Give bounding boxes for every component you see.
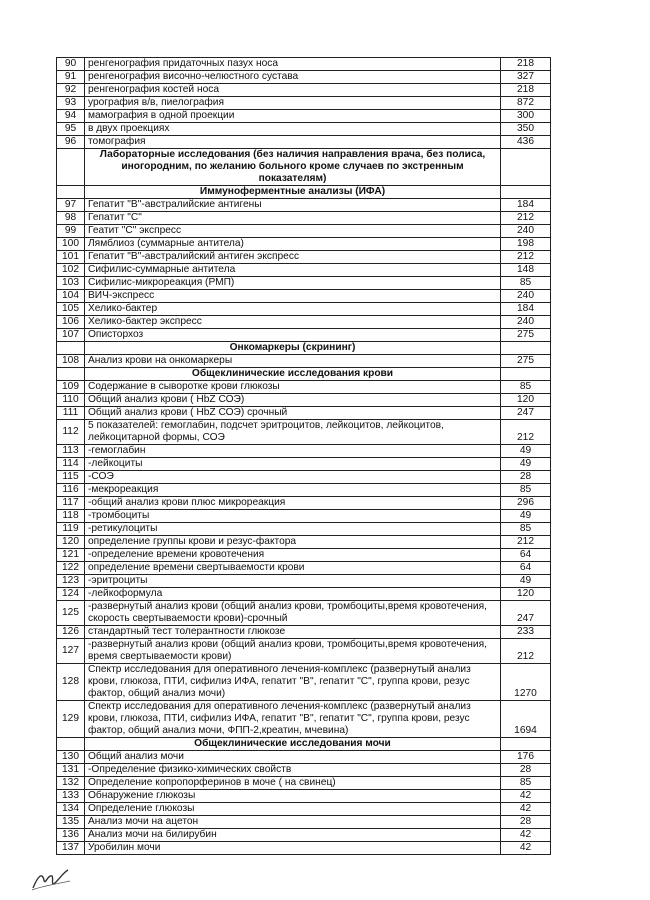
service-name: -мекрореакция (85, 484, 501, 497)
service-name: Гепатит "В"-австралийский антиген экспресс (85, 251, 501, 264)
row-number: 137 (57, 842, 85, 855)
service-price: 42 (501, 803, 551, 816)
service-name: -эритроциты (85, 575, 501, 588)
service-price: 275 (501, 329, 551, 342)
row-number: 121 (57, 549, 85, 562)
service-name: Геатит "С" экспресс (85, 225, 501, 238)
service-name: определение времени свертываемости крови (85, 562, 501, 575)
service-price: 184 (501, 199, 551, 212)
row-number: 107 (57, 329, 85, 342)
table-row (57, 110, 551, 123)
service-name: -гемоглабин (85, 445, 501, 458)
service-price: 85 (501, 484, 551, 497)
table-row (57, 523, 551, 536)
row-number: 120 (57, 536, 85, 549)
table-row (57, 445, 551, 458)
service-price: 218 (501, 84, 551, 97)
service-price: 240 (501, 225, 551, 238)
service-name: Описторхоз (85, 329, 501, 342)
service-name: -развернутый анализ крови (общий анализ крови, тромбоциты,время кровотечения, скорость свертываемости крови)-срочный (85, 601, 501, 626)
table-row (57, 536, 551, 549)
table-row (57, 777, 551, 790)
service-price: 872 (501, 97, 551, 110)
service-name: Уробилин мочи (85, 842, 501, 855)
service-price: 85 (501, 523, 551, 536)
service-price: 64 (501, 549, 551, 562)
service-name: Определение копропорферинов в моче ( на свинец) (85, 777, 501, 790)
row-number: 90 (57, 58, 85, 71)
service-price: 240 (501, 316, 551, 329)
service-price: 64 (501, 562, 551, 575)
service-name: мамография в одной проекции (85, 110, 501, 123)
row-number: 136 (57, 829, 85, 842)
table-row (57, 84, 551, 97)
section-title: Общеклинические исследования мочи (85, 738, 501, 751)
service-price: 85 (501, 777, 551, 790)
section-price-cell (501, 149, 551, 186)
service-price: 49 (501, 458, 551, 471)
row-number: 92 (57, 84, 85, 97)
table-row (57, 394, 551, 407)
table-row (57, 816, 551, 829)
service-price: 233 (501, 626, 551, 639)
section-header-row (57, 738, 551, 751)
row-number: 108 (57, 355, 85, 368)
row-number: 104 (57, 290, 85, 303)
service-price: 218 (501, 58, 551, 71)
service-price: 198 (501, 238, 551, 251)
section-title: Лабораторные исследования (без наличия направления врача, без полиса, иногородним, по желанию больного кроме случаев по экстренным показателям) (85, 149, 501, 186)
section-price-cell (501, 738, 551, 751)
service-price: 49 (501, 510, 551, 523)
service-price: 436 (501, 136, 551, 149)
table-row (57, 562, 551, 575)
service-price: 1270 (501, 664, 551, 701)
service-name: Хелико-бактер (85, 303, 501, 316)
price-list-sheet (56, 57, 550, 855)
table-row (57, 588, 551, 601)
row-number: 128 (57, 664, 85, 701)
section-price-cell (501, 186, 551, 199)
row-number: 99 (57, 225, 85, 238)
section-title: Онкомаркеры (скрининг) (85, 342, 501, 355)
service-price: 247 (501, 407, 551, 420)
service-price: 275 (501, 355, 551, 368)
row-number: 116 (57, 484, 85, 497)
table-row (57, 842, 551, 855)
section-header-row (57, 342, 551, 355)
service-name: -Определение физико-химических свойств (85, 764, 501, 777)
service-name: Сифилис-суммарные антитела (85, 264, 501, 277)
table-row (57, 97, 551, 110)
service-name: Анализ мочи на ацетон (85, 816, 501, 829)
row-number: 111 (57, 407, 85, 420)
service-name: -лейкоциты (85, 458, 501, 471)
table-row (57, 316, 551, 329)
section-header-row (57, 186, 551, 199)
service-name: в двух проекциях (85, 123, 501, 136)
table-row (57, 420, 551, 445)
service-name: Анализ крови на онкомаркеры (85, 355, 501, 368)
service-name: Сифилис-микрореакция (РМП) (85, 277, 501, 290)
service-name: Определение глюкозы (85, 803, 501, 816)
row-number: 95 (57, 123, 85, 136)
service-price: 120 (501, 588, 551, 601)
table-row (57, 238, 551, 251)
service-name: Содержание в сыворотке крови глюкозы (85, 381, 501, 394)
row-number: 134 (57, 803, 85, 816)
service-price: 28 (501, 764, 551, 777)
service-name: -общий анализ крови плюс микрореакция (85, 497, 501, 510)
service-name: стандартный тест толерантности глюкозе (85, 626, 501, 639)
service-name: -ретикулоциты (85, 523, 501, 536)
row-number: 97 (57, 199, 85, 212)
service-name: Спектр исследования для оперативного лечения-комплекс (развернутый анализ крови, глюкоза, ПТИ, сифилиз ИФА, гепатит "В", гепатит "С", группа крови, резус фактор, общий анализ мочи, ФПП-2,креатин, мчевина) (85, 701, 501, 738)
service-name: Обнаружение глюкозы (85, 790, 501, 803)
service-price: 42 (501, 842, 551, 855)
service-price: 42 (501, 829, 551, 842)
row-number: 93 (57, 97, 85, 110)
service-name: Гепатит "В"-австралийские антигены (85, 199, 501, 212)
table-row (57, 277, 551, 290)
row-number: 110 (57, 394, 85, 407)
service-price: 212 (501, 536, 551, 549)
section-header-row (57, 149, 551, 186)
service-name: -развернутый анализ крови (общий анализ крови, тромбоциты,время кровотечения, время свертываемости крови) (85, 639, 501, 664)
row-number: 101 (57, 251, 85, 264)
service-price: 28 (501, 471, 551, 484)
service-name: Общий анализ крови ( HbZ СОЭ) (85, 394, 501, 407)
table-row (57, 803, 551, 816)
signature-icon (30, 866, 72, 894)
row-number: 114 (57, 458, 85, 471)
table-row (57, 471, 551, 484)
table-row (57, 664, 551, 701)
table-row (57, 575, 551, 588)
row-number: 102 (57, 264, 85, 277)
table-row (57, 549, 551, 562)
row-number: 127 (57, 639, 85, 664)
row-number: 103 (57, 277, 85, 290)
section-title: Иммуноферментные анализы (ИФА) (85, 186, 501, 199)
row-number: 119 (57, 523, 85, 536)
service-name: томография (85, 136, 501, 149)
table-row (57, 355, 551, 368)
service-name: определение группы крови и резус-фактора (85, 536, 501, 549)
row-number: 126 (57, 626, 85, 639)
service-name: Лямблиоз (суммарные антитела) (85, 238, 501, 251)
service-price: 296 (501, 497, 551, 510)
row-number: 96 (57, 136, 85, 149)
table-row (57, 71, 551, 84)
service-price: 85 (501, 381, 551, 394)
row-number: 135 (57, 816, 85, 829)
service-price: 28 (501, 816, 551, 829)
service-name: ренгенография височно-челюстного сустава (85, 71, 501, 84)
service-name: Спектр исследования для оперативного лечения-комплекс (развернутый анализ крови, глюкоза, ПТИ, сифилиз ИФА, гепатит "В", гепатит "С", группа крови, резус фактор, общий анализ мочи) (85, 664, 501, 701)
table-row (57, 212, 551, 225)
row-number: 130 (57, 751, 85, 764)
service-price: 212 (501, 251, 551, 264)
service-price: 49 (501, 575, 551, 588)
table-row (57, 497, 551, 510)
section-title: Общеклинические исследования крови (85, 368, 501, 381)
table-row (57, 251, 551, 264)
row-number: 112 (57, 420, 85, 445)
service-price: 327 (501, 71, 551, 84)
row-number: 106 (57, 316, 85, 329)
section-number-cell (57, 738, 85, 751)
table-row (57, 701, 551, 738)
service-name: ренгенография костей носа (85, 84, 501, 97)
table-row (57, 751, 551, 764)
row-number: 94 (57, 110, 85, 123)
table-row (57, 303, 551, 316)
row-number: 91 (57, 71, 85, 84)
table-row (57, 510, 551, 523)
service-name: -определение времени кровотечения (85, 549, 501, 562)
table-row (57, 407, 551, 420)
table-row (57, 381, 551, 394)
table-row (57, 790, 551, 803)
service-price: 184 (501, 303, 551, 316)
row-number: 124 (57, 588, 85, 601)
service-name: Общий анализ мочи (85, 751, 501, 764)
service-price: 247 (501, 601, 551, 626)
service-price: 212 (501, 639, 551, 664)
table-row (57, 764, 551, 777)
service-name: -лейкоформула (85, 588, 501, 601)
row-number: 131 (57, 764, 85, 777)
row-number: 109 (57, 381, 85, 394)
service-price: 85 (501, 277, 551, 290)
section-number-cell (57, 149, 85, 186)
section-number-cell (57, 342, 85, 355)
row-number: 98 (57, 212, 85, 225)
service-name: 5 показателей: гемоглабин, подсчет эритроцитов, лейкоцитов, лейкоцитов, лейкоцитарной формы, СОЭ (85, 420, 501, 445)
section-header-row (57, 368, 551, 381)
service-price: 212 (501, 212, 551, 225)
service-name: -тромбоциты (85, 510, 501, 523)
section-number-cell (57, 186, 85, 199)
row-number: 125 (57, 601, 85, 626)
row-number: 118 (57, 510, 85, 523)
table-row (57, 626, 551, 639)
table-row (57, 290, 551, 303)
table-row (57, 601, 551, 626)
table-row (57, 58, 551, 71)
section-price-cell (501, 342, 551, 355)
row-number: 113 (57, 445, 85, 458)
row-number: 100 (57, 238, 85, 251)
table-row (57, 199, 551, 212)
price-table (56, 57, 551, 855)
service-name: ВИЧ-экспресс (85, 290, 501, 303)
table-row (57, 225, 551, 238)
service-price: 1694 (501, 701, 551, 738)
service-name: -СОЭ (85, 471, 501, 484)
service-price: 120 (501, 394, 551, 407)
table-row (57, 458, 551, 471)
table-row (57, 829, 551, 842)
row-number: 117 (57, 497, 85, 510)
service-price: 240 (501, 290, 551, 303)
service-name: Общий анализ крови ( HbZ СОЭ) срочный (85, 407, 501, 420)
table-row (57, 639, 551, 664)
table-row (57, 329, 551, 342)
service-name: Гепатит "С" (85, 212, 501, 225)
service-price: 176 (501, 751, 551, 764)
service-price: 350 (501, 123, 551, 136)
service-price: 148 (501, 264, 551, 277)
table-row (57, 123, 551, 136)
service-name: урография в/в, пиелография (85, 97, 501, 110)
row-number: 133 (57, 790, 85, 803)
row-number: 132 (57, 777, 85, 790)
row-number: 122 (57, 562, 85, 575)
row-number: 129 (57, 701, 85, 738)
table-row (57, 484, 551, 497)
service-name: Хелико-бактер экспресс (85, 316, 501, 329)
row-number: 105 (57, 303, 85, 316)
service-price: 49 (501, 445, 551, 458)
service-name: Анализ мочи на билирубин (85, 829, 501, 842)
table-row (57, 264, 551, 277)
row-number: 115 (57, 471, 85, 484)
service-price: 300 (501, 110, 551, 123)
service-price: 212 (501, 420, 551, 445)
section-price-cell (501, 368, 551, 381)
row-number: 123 (57, 575, 85, 588)
service-price: 42 (501, 790, 551, 803)
table-row (57, 136, 551, 149)
service-name: ренгенография придаточных пазух носа (85, 58, 501, 71)
section-number-cell (57, 368, 85, 381)
